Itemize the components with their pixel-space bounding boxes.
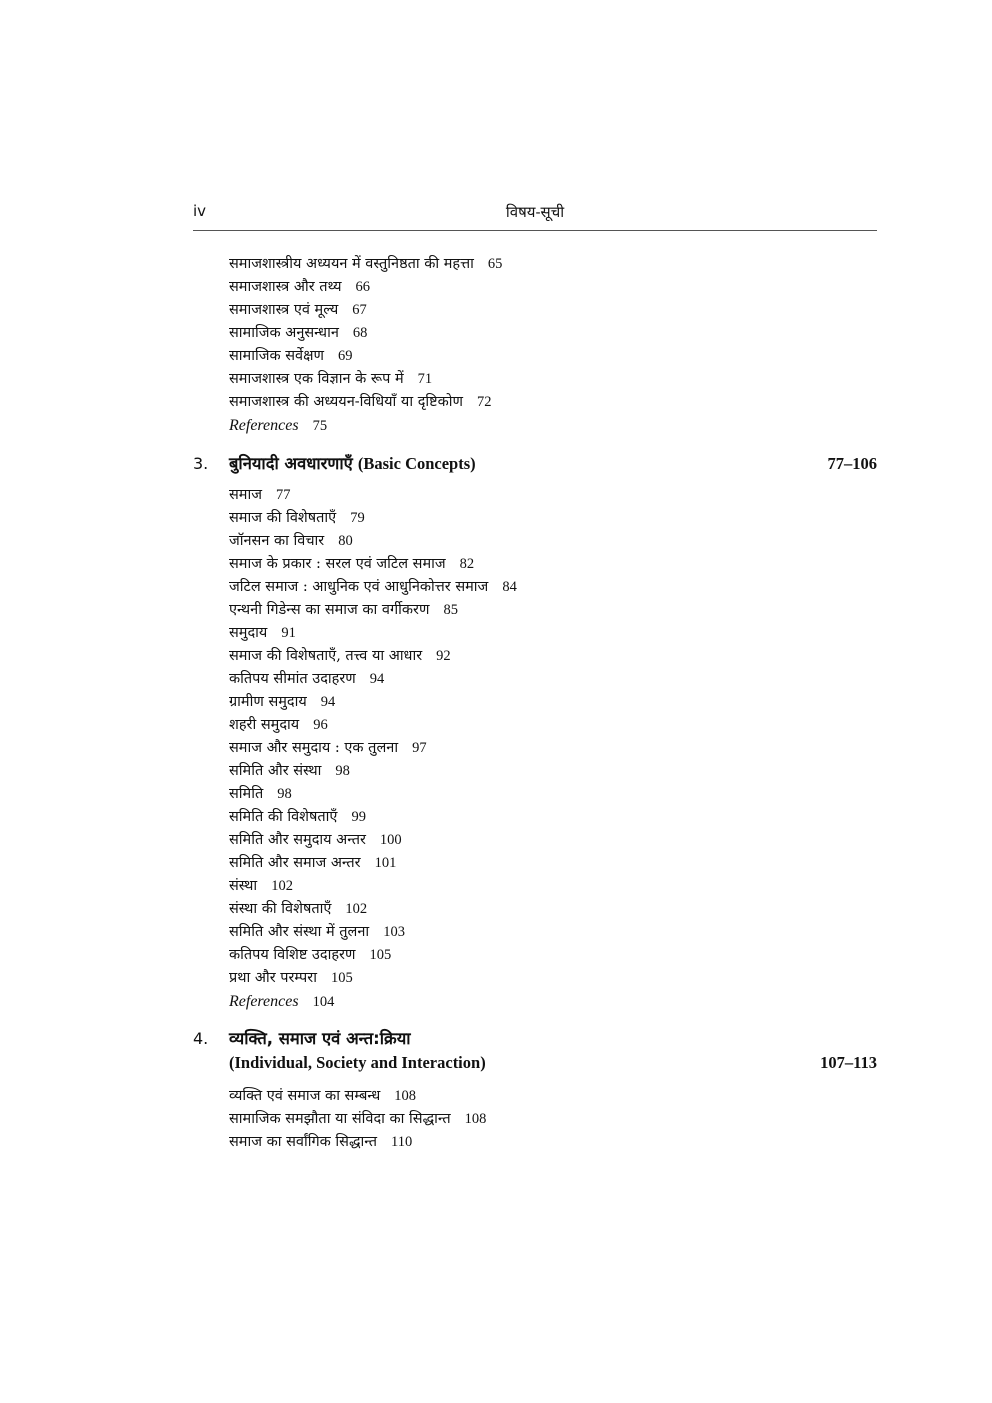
chapter-title-english: (Individual, Society and Interaction) bbox=[229, 1053, 486, 1072]
toc-entry-label: समिति और संस्था में तुलना bbox=[229, 924, 370, 940]
toc-entry bbox=[229, 253, 749, 276]
toc-entry bbox=[229, 345, 749, 368]
toc-entry-page: 94 bbox=[369, 671, 385, 687]
toc-entry-page: 69 bbox=[338, 348, 353, 364]
toc-entry-label: समिति और समुदाय अन्तर bbox=[229, 832, 366, 848]
toc-entry-label: समाज के प्रकार : सरल एवं जटिल समाज bbox=[229, 556, 446, 572]
toc-entry-page: 105 bbox=[330, 970, 353, 986]
toc-entry bbox=[229, 668, 749, 691]
running-title: विषय-सूची bbox=[505, 203, 565, 221]
toc-entry-page: 80 bbox=[338, 533, 353, 549]
toc-entry-label: समाज bbox=[229, 487, 262, 503]
toc-entry-label: समाज की विशेषताएँ bbox=[229, 510, 337, 526]
toc-entry bbox=[229, 714, 749, 737]
chapter-page-range: 107–113 bbox=[820, 1053, 877, 1072]
toc-entry bbox=[229, 852, 749, 875]
toc-entry bbox=[229, 576, 749, 599]
toc-entry-label: सामाजिक समझौता या संविदा का सिद्धान्त bbox=[229, 1111, 451, 1127]
toc-entry-page: 66 bbox=[355, 279, 371, 295]
toc-entry bbox=[229, 921, 749, 944]
toc-entry-label: जॉनसन का विचार bbox=[229, 533, 325, 549]
toc-entry-page: 102 bbox=[271, 878, 293, 894]
toc-entry bbox=[229, 645, 749, 668]
toc-entry-label: समाज का सर्वांगिक सिद्धान्त bbox=[229, 1134, 378, 1150]
chapter-2-entries bbox=[229, 253, 749, 437]
chapter-page-range: 77–106 bbox=[827, 454, 877, 473]
toc-entry bbox=[229, 806, 749, 829]
toc-entry-page: 108 bbox=[394, 1088, 417, 1104]
toc-entry bbox=[229, 599, 749, 622]
toc-entry bbox=[229, 530, 749, 553]
toc-entry bbox=[229, 553, 749, 576]
toc-entry-label: समिति bbox=[229, 786, 264, 802]
toc-entry-page: 100 bbox=[379, 832, 402, 848]
toc-entry-page: 77 bbox=[276, 487, 291, 503]
toc-entry-label: समाज की विशेषताएँ, तत्त्व या आधार bbox=[229, 648, 423, 664]
toc-entry-label: समुदाय bbox=[229, 625, 268, 641]
toc-entry bbox=[229, 322, 749, 345]
toc-entry bbox=[229, 414, 749, 437]
toc-entry-page: 79 bbox=[350, 510, 365, 526]
toc-entry-page: 98 bbox=[335, 763, 350, 779]
toc-entry bbox=[229, 276, 749, 299]
toc-entry-page: 65 bbox=[487, 256, 503, 272]
chapter-4-heading bbox=[193, 1027, 877, 1077]
toc-entry-label: समिति की विशेषताएँ bbox=[229, 809, 338, 825]
toc-entry-label: शहरी समुदाय bbox=[229, 717, 300, 733]
toc-entry-label: संस्था की विशेषताएँ bbox=[229, 901, 332, 917]
toc-entry-label: समाजशास्त्रीय अध्ययन में वस्तुनिष्ठता की महत्ता bbox=[229, 256, 474, 272]
toc-entry-label: सामाजिक सर्वेक्षण bbox=[229, 348, 324, 364]
toc-entry-label: व्यक्ति एवं समाज का सम्बन्ध bbox=[229, 1088, 381, 1104]
chapter-title bbox=[229, 452, 476, 476]
toc-entry bbox=[229, 507, 749, 530]
chapter-title-english: (Basic Concepts) bbox=[357, 454, 476, 473]
toc-entry bbox=[229, 1108, 749, 1131]
toc-entry-page: 71 bbox=[417, 371, 433, 387]
toc-entry bbox=[229, 1131, 749, 1154]
toc-entry-page: 98 bbox=[277, 786, 292, 802]
toc-entry-label: समाजशास्त्र की अध्ययन-विधियाँ या दृष्टिकोण bbox=[229, 394, 463, 410]
toc-entry-page: 75 bbox=[312, 418, 328, 434]
toc-entry bbox=[229, 368, 749, 391]
toc-entry-page: 91 bbox=[281, 625, 296, 641]
chapter-number: 3. bbox=[193, 454, 209, 473]
toc-entry-page: 104 bbox=[312, 994, 335, 1010]
toc-entry bbox=[229, 484, 749, 507]
toc-entry-page: 82 bbox=[459, 556, 475, 572]
page-number: iv bbox=[193, 202, 207, 220]
toc-entry-label: संस्था bbox=[229, 878, 258, 894]
toc-entry bbox=[229, 967, 749, 990]
toc-entry-page: 84 bbox=[502, 579, 517, 595]
toc-entry bbox=[229, 760, 749, 783]
toc-entry-label: ग्रामीण समुदाय bbox=[229, 694, 307, 710]
toc-entry-page: 105 bbox=[369, 947, 392, 963]
toc-entry-label: References bbox=[229, 993, 299, 1010]
chapter-number: 4. bbox=[193, 1029, 209, 1048]
toc-entry-label: एन्थनी गिडेन्स का समाज का वर्गीकरण bbox=[229, 602, 430, 618]
toc-entry-label: समिति और समाज अन्तर bbox=[229, 855, 361, 871]
toc-entry-page: 110 bbox=[391, 1134, 413, 1150]
chapter-4-entries bbox=[229, 1085, 749, 1154]
toc-entry-label: समाज और समुदाय : एक तुलना bbox=[229, 740, 399, 756]
toc-entry bbox=[229, 944, 749, 967]
toc-entry bbox=[229, 829, 749, 852]
toc-entry-label: समाजशास्त्र एवं मूल्य bbox=[229, 302, 339, 318]
chapter-title-hindi: व्यक्ति, समाज एवं अन्त:क्रिया bbox=[229, 1029, 411, 1048]
page-header bbox=[193, 200, 877, 231]
toc-entry bbox=[229, 299, 749, 322]
toc-entry-page: 92 bbox=[436, 648, 451, 664]
toc-entry bbox=[229, 737, 749, 760]
toc-entry bbox=[229, 898, 749, 921]
toc-entry-page: 99 bbox=[351, 809, 366, 825]
toc-entry bbox=[229, 783, 749, 806]
chapter-3-entries bbox=[229, 484, 749, 1013]
toc-entry-page: 85 bbox=[443, 602, 458, 618]
toc-entry-page: 72 bbox=[477, 394, 492, 410]
toc-entry-label: समिति और संस्था bbox=[229, 763, 322, 779]
toc-entry bbox=[229, 622, 749, 645]
toc-entry-page: 96 bbox=[313, 717, 328, 733]
chapter-title bbox=[229, 1027, 486, 1075]
toc-entry-page: 94 bbox=[320, 694, 336, 710]
toc-entry-label: कतिपय सीमांत उदाहरण bbox=[229, 671, 356, 687]
toc-entry-label: कतिपय विशिष्ट उदाहरण bbox=[229, 947, 356, 963]
toc-entry-label: प्रथा और परम्परा bbox=[229, 970, 317, 986]
toc-entry-page: 108 bbox=[464, 1111, 487, 1127]
toc-entry-page: 103 bbox=[383, 924, 405, 940]
toc-entry bbox=[229, 691, 749, 714]
toc-entry bbox=[229, 875, 749, 898]
toc-entry-label: References bbox=[229, 417, 299, 434]
toc-entry-page: 67 bbox=[352, 302, 367, 318]
toc-entry-label: सामाजिक अनुसन्धान bbox=[229, 325, 339, 341]
chapter-3-heading bbox=[193, 452, 877, 476]
toc-entry bbox=[229, 1085, 749, 1108]
toc-entry-page: 97 bbox=[412, 740, 427, 756]
toc-entry-label: जटिल समाज : आधुनिक एवं आधुनिकोत्तर समाज bbox=[229, 579, 489, 595]
toc-entry bbox=[229, 990, 749, 1013]
chapter-title-hindi: बुनियादी अवधारणाएँ bbox=[229, 454, 353, 473]
toc-entry-page: 101 bbox=[374, 855, 397, 871]
toc-entry-label: समाजशास्त्र और तथ्य bbox=[229, 279, 342, 295]
toc-entry-label: समाजशास्त्र एक विज्ञान के रूप में bbox=[229, 371, 404, 387]
toc-entry-page: 102 bbox=[345, 901, 368, 917]
toc-entry bbox=[229, 391, 749, 414]
toc-entry-page: 68 bbox=[352, 325, 368, 341]
